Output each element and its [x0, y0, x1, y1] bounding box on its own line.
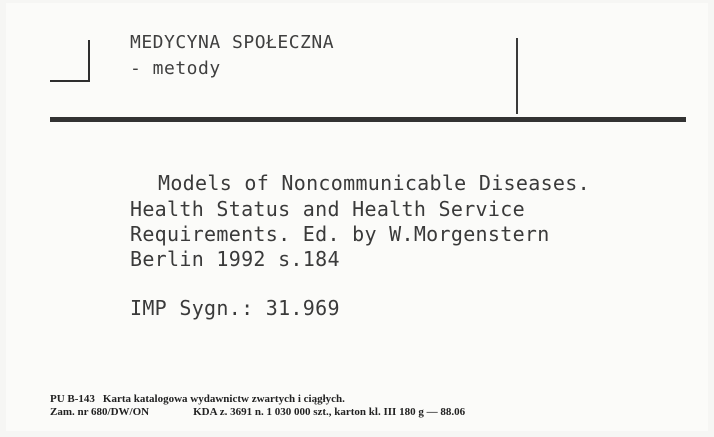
header-rule: [50, 117, 686, 122]
call-number: IMP Sygn.: 31.969: [130, 296, 340, 320]
record-line-title: Models of Noncommunicable Diseases.: [158, 171, 590, 195]
record-line-imprint: Berlin 1992 s.184: [130, 247, 340, 271]
subject-heading: MEDYCYNA SPOŁECZNA: [130, 32, 335, 53]
footer-form-code: PU B-143: [50, 393, 95, 405]
record-line-title-cont: Health Status and Health Service: [130, 197, 525, 221]
footer-form-line: [50, 393, 345, 405]
corner-mark-horizontal: [50, 80, 90, 82]
subject-subheading: - metody: [130, 58, 221, 79]
footer-form-title: Karta katalogowa wydawnictw zwartych i ciągłych.: [102, 393, 345, 405]
footer-order-number: Zam. nr 680/DW/ON: [50, 406, 150, 418]
footer-print-info: KDA z. 3691 n. 1 030 000 szt., karton kl. III 180 g — 88.06: [193, 406, 466, 418]
header-divider-vertical: [516, 38, 518, 114]
corner-mark-vertical: [88, 40, 90, 82]
footer-print-line: [50, 406, 465, 418]
record-line-editor: Requirements. Ed. by W.Morgenstern: [130, 222, 550, 246]
